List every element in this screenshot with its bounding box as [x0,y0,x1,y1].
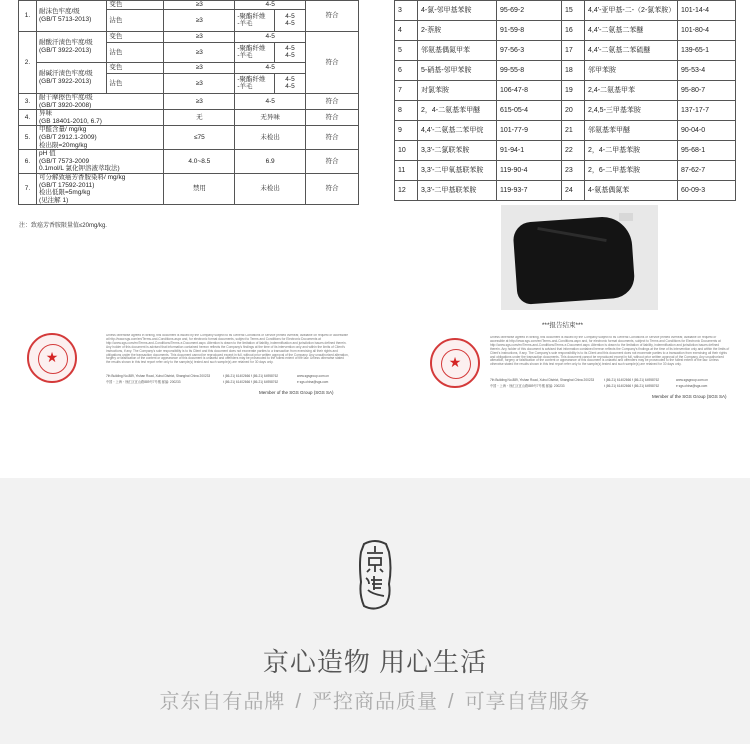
test-item-name: 可分解致癌芳香胺染料/ mg/kg (GB/T 17592-2011) 检出低限=5mg/kg (见注解 1) [37,173,164,204]
result-cell: 符合 [306,150,359,174]
tagline-separator: / [448,691,455,713]
phone-cn: t (86-21) 61402666 f (86-21) 64958762 [223,380,279,384]
result-cell: 符合 [306,1,359,32]
cas-number: 139-65-1 [678,41,736,61]
result-cell: 符合 [306,126,359,150]
result-cell: 符合 [306,32,359,94]
jingzao-brand-logo-icon [356,538,394,614]
amine-index: 11 [395,161,418,181]
test-item-name: pH 值 (GB/T 7573-2009 0.1mol/L 氯化钾溶液萃取法) [37,150,164,174]
amine-index: 8 [395,101,418,121]
amine-index: 6 [395,61,418,81]
cas-number: 95-68-1 [678,141,736,161]
table-row [395,1,736,21]
cas-number: 87-62-7 [678,161,736,181]
amine-index: 4 [395,21,418,41]
table-row: 5. 甲醛含量/ mg/kg (GB/T 2912.1-2009) 检出限=20mg/kg ≤75 未检出 符合 [19,126,359,150]
table-row [395,41,736,61]
cas-number: 95-53-4 [678,61,736,81]
amine-name: 3,3'-二甲基联苯胺 [418,181,497,201]
table-row: 1. 耐沫色牢度/级 (GB/T 5713-2013) 变色 ≥3 4-5 符合 [19,1,359,10]
table-row: 沾色 ≥3 -聚酯纤维 -羊毛 4-5 4-5 [19,42,359,62]
table-note: 注：致癌芳香胺限量值≤20mg/kg. [19,223,107,229]
tagline-item: 严控商品质量 [312,691,438,713]
web-address: www.sgsgroup.com.cn [297,374,329,378]
email-address: e sgs.china@sgs.com [676,384,708,388]
cas-number: 101-80-4 [678,21,736,41]
phone-cn: t (86-21) 61402666 f (86-21) 64958762 [604,384,660,388]
amine-index: 3 [395,1,418,21]
tagline-item: 可享自营服务 [464,691,591,713]
tagline-item: 京东自有品牌 [159,691,286,713]
amine-index: 5 [395,41,418,61]
address-en: 7th Building No.889, Yishan Road, Xuhui District, Shanghai China 200233 [106,374,211,378]
amine-name: 5-硝基-邻甲苯胺 [418,61,497,81]
sgs-seal-icon: ★ [430,338,480,388]
amine-index: 9 [395,121,418,141]
amine-name: 4,4'-二氨基二苯硫醚 [585,41,678,61]
brand-footer [0,478,750,744]
test-item-name: 耐碱汗渍色牢度/级 (GB/T 3922-2013) [37,63,107,94]
table-row [395,121,736,141]
cas-number: 95-80-7 [678,81,736,101]
amine-index: 19 [562,81,585,101]
cas-number: 615-05-4 [497,101,562,121]
table-row: 耐碱汗渍色牢度/级 (GB/T 3922-2013) 变色 ≥3 4-5 [19,63,359,74]
amine-index: 12 [395,181,418,201]
amine-name: 2-萘胺 [418,21,497,41]
test-item-name: 耐沫色牢度/级 (GB/T 5713-2013) [37,1,107,32]
brand-slogan: 京心造物 用心生活 [262,647,488,677]
cas-number: 97-56-3 [497,41,562,61]
product-photo [501,205,658,310]
amine-index: 22 [562,141,585,161]
address-cn: 中国・上海・徐汇区宜山路889号7号楼 邮编: 200233 [490,384,565,388]
amine-index: 10 [395,141,418,161]
amine-name: 2，4-二氨基苯甲醚 [418,101,497,121]
amine-name: 2，4-二甲基苯胺 [585,141,678,161]
cas-number: 119-90-4 [497,161,562,181]
amine-name: 邻氨基苯甲醚 [585,121,678,141]
table-row: 沾色 ≥3 -聚酯纤维 -羊毛 4-5 4-5 [19,73,359,93]
report-page-right [390,0,735,410]
amine-index: 20 [562,101,585,121]
table-row [395,161,736,181]
report-end-mark: ***报告结束*** [541,322,584,329]
cas-number: 101-14-4 [678,1,736,21]
email-address: e sgs.china@sgs.com [297,380,329,384]
phone-en: t (86-21) 61402666 f (86-21) 64958762 [223,374,279,378]
table-row: 7. 可分解致癌芳香胺染料/ mg/kg (GB/T 17592-2011) 检出低限=5mg/kg (见注解 1) 禁用 未检出 符合 [19,173,359,204]
amine-name: 4,4'-二氨基二苯醚 [585,21,678,41]
amine-name: 4,4'-二氨基二苯甲烷 [418,121,497,141]
result-cell: 符合 [306,94,359,110]
table-row: 4. 异味 (GB 18401-2010, 6.7) 无 无异味 符合 [19,110,359,126]
amine-index: 7 [395,81,418,101]
cas-number: 60-09-3 [678,181,736,201]
test-item-name: 异味 (GB 18401-2010, 6.7) [37,110,164,126]
test-item-name: 耐酸汗渍色牢度/级 (GB/T 3922-2013) [37,32,107,63]
disclaimer-text: Unless otherwise agreed in writing, this document is issued by the Company subject to its General Conditions of Service printed overleaf, available on request or accessible at http://www.sgs.com/en/Terms-and-Conditions.aspx and, for electronic format documents, subject to Terms and Conditions for Electronic Documents at http://www.sgs.com/en/Terms-and-Conditions/Terms-e-Document.aspx. Attention is drawn to the limitation of liability, indemnification and jurisdiction issues defined therein. Any holder of this document is advised that information contained hereon reflects the Company's findings at the time of its intervention only and within the limits of Client's instructions, if any. The Company's sole responsibility is to its Client and this document does not exonerate parties to a transaction from exercising all their rights and obligations under the transaction documents. This document cannot be reproduced except in full, without prior written approval of the Company. Any unauthorized alteration, forgery or falsification of the content or appearance of this document is unlawful and offenders may be prosecuted to the fullest extent of the law. Unless otherwise stated the results shown in this test report refer only to the sample(s) tested and such sample(s) are retained for 30 days only. [106,334,349,365]
amine-index: 24 [562,181,585,201]
member-line: Member of the SGS Group (SGS SA) [652,394,727,399]
table-row [395,101,736,121]
address-en: 7th Building No.889, Yishan Road, Xuhui District, Shanghai China 200233 [490,378,595,382]
cas-number: 90-04-0 [678,121,736,141]
cas-number: 106-47-8 [497,81,562,101]
phone-en: t (86-21) 61402666 f (86-21) 64958762 [604,378,660,382]
amine-name: 4-氨基偶氮苯 [585,181,678,201]
amine-index: 16 [562,21,585,41]
amine-name: 3,3'-二甲氧基联苯胺 [418,161,497,181]
cas-number: 91-94-1 [497,141,562,161]
result-cell: 符合 [306,110,359,126]
test-item-name: 耐干摩擦色牢度/级 (GB/T 3920-2008) [37,94,164,110]
table-row [395,141,736,161]
amine-index: 18 [562,61,585,81]
amine-name: 2,4-二氨基甲苯 [585,81,678,101]
cas-number: 91-59-8 [497,21,562,41]
report-page-left [15,0,362,410]
table-row [395,81,736,101]
result-cell: 符合 [306,173,359,204]
cas-number: 95-69-2 [497,1,562,21]
brand-tagline [0,685,750,714]
cas-number: 99-55-8 [497,61,562,81]
fabric-sample-image [512,215,635,305]
member-line: Member of the SGS Group (SGS SA) [259,390,334,395]
table-row: 沾色 ≥3 -聚酯纤维 -羊毛 4-5 4-5 [19,9,359,31]
amine-index: 17 [562,41,585,61]
amine-name: 邻氨基偶氮甲苯 [418,41,497,61]
amine-index: 21 [562,121,585,141]
sgs-seal-icon: ★ [27,333,77,383]
table-row [395,21,736,41]
amine-index: 15 [562,1,585,21]
amine-name: 4-氯-邻甲基苯胺 [418,1,497,21]
cas-number: 101-77-9 [497,121,562,141]
table-row: 6. pH 值 (GB/T 7573-2009 0.1mol/L 氯化钾溶液萃取法) 4.0~8.5 6.9 符合 [19,150,359,174]
amine-name: 2,4,5-三甲基苯胺 [585,101,678,121]
amine-name: 2，6-二甲基苯胺 [585,161,678,181]
table-row: 3. 耐干摩擦色牢度/级 (GB/T 3920-2008) ≥3 4-5 符合 [19,94,359,110]
address-cn: 中国・上海・徐汇区宜山路889号7号楼 邮编: 200233 [106,380,181,384]
disclaimer-text: Unless otherwise agreed in writing, this document is issued by the Company subject to its General Conditions of Service printed overleaf, available on request or accessible at http://www.sgs.com/en/Terms-and-Conditions.aspx and, for electronic format documents, subject to Terms and Conditions for Electronic Documents at http://www.sgs.com/en/Terms-and-Conditions/Terms-e-Document.aspx. Attention is drawn to the limitation of liability, indemnification and jurisdiction issues defined therein. Any holder of this document is advised that information contained hereon reflects the Company's findings at the time of its intervention only and within the limits of Client's instructions, if any. The Company's sole responsibility is to its Client and this document does not exonerate parties to a transaction from exercising all their rights and obligations under the transaction documents. This document cannot be reproduced except in full, without prior written approval of the Company. Any unauthorized alteration, forgery or falsification of the content or appearance of this document is unlawful and offenders may be prosecuted to the fullest extent of the law. Unless otherwise stated the results shown in this test report refer only to the sample(s) tested and such sample(s) are retained for 30 days only. [490,336,730,367]
amine-name: 3,3'-二氯联苯胺 [418,141,497,161]
tagline-separator: / [295,691,302,713]
table-row [395,181,736,201]
amine-list-table [394,0,736,201]
test-item-name: 甲醛含量/ mg/kg (GB/T 2912.1-2009) 检出限=20mg/kg [37,126,164,150]
cas-number: 137-17-7 [678,101,736,121]
table-row: 2. 耐酸汗渍色牢度/级 (GB/T 3922-2013) 变色 ≥3 4-5 符合 [19,32,359,43]
amine-name: 对氯苯胺 [418,81,497,101]
web-address: www.sgsgroup.com.cn [676,378,708,382]
test-results-table [18,0,359,205]
amine-index: 23 [562,161,585,181]
amine-name: 邻甲苯胺 [585,61,678,81]
cas-number: 119-93-7 [497,181,562,201]
table-row [395,61,736,81]
amine-name: 4,4'-亚甲基-二-（2-氯苯胺） [585,1,678,21]
